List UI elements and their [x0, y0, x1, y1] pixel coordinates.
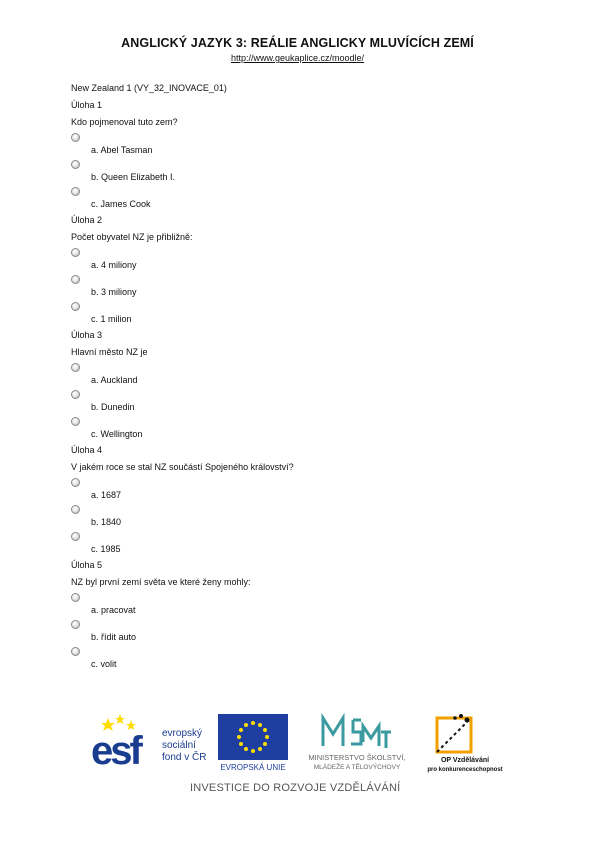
quiz — [71, 82, 551, 674]
option-label: c. Wellington — [91, 429, 143, 439]
question-title: Úloha 3 — [71, 330, 103, 340]
svg-text:esf: esf — [91, 729, 140, 773]
radio-button[interactable] — [71, 647, 80, 656]
question-title: Úloha 2 — [71, 215, 103, 225]
radio-button[interactable] — [71, 302, 80, 311]
answer-option[interactable] — [71, 620, 551, 647]
question-4 — [71, 444, 551, 559]
radio-button[interactable] — [71, 363, 80, 372]
op-vzdelavani-logo — [425, 712, 505, 774]
question-title: Úloha 4 — [71, 445, 103, 455]
radio-button[interactable] — [71, 133, 80, 142]
radio-button[interactable] — [71, 478, 80, 487]
answer-option[interactable] — [71, 275, 551, 302]
op-line2: pro konkurenceschopnost — [427, 767, 503, 773]
answer-option[interactable] — [71, 532, 551, 559]
answer-option[interactable] — [71, 248, 551, 275]
esf-line1: evropský — [162, 728, 203, 739]
question-title: Úloha 5 — [71, 560, 103, 570]
esf-logo — [90, 712, 208, 774]
msmt-line1: MINISTERSTVO ŠKOLSTVÍ, — [308, 753, 406, 762]
page-title: ANGLICKÝ JAZYK 3: REÁLIE ANGLICKY MLUVÍCÍCH ZEMÍ — [121, 36, 474, 50]
question-5 — [71, 559, 551, 674]
answer-option[interactable] — [71, 505, 551, 532]
question-text: Kdo pojmenoval tuto zem? — [71, 117, 178, 127]
radio-button[interactable] — [71, 620, 80, 629]
radio-button[interactable] — [71, 275, 80, 284]
answer-option[interactable] — [71, 187, 551, 214]
radio-button[interactable] — [71, 390, 80, 399]
question-2 — [71, 214, 551, 329]
option-label: b. 3 miliony — [91, 287, 137, 297]
answer-option[interactable] — [71, 133, 551, 160]
msmt-line2: MLÁDEŽE A TĚLOVÝCHOVY — [313, 764, 401, 771]
answer-option[interactable] — [71, 390, 551, 417]
question-text: V jakém roce se stal NZ součástí Spojeného království? — [71, 462, 294, 472]
question-3 — [71, 329, 551, 444]
option-label: a. Abel Tasman — [91, 145, 153, 155]
option-label: a. pracovat — [91, 605, 136, 615]
option-label: a. Auckland — [91, 375, 138, 385]
question-text: NZ byl první zemí světa ve které ženy mohly: — [71, 577, 251, 587]
radio-button[interactable] — [71, 248, 80, 257]
eu-label: EVROPSKÁ UNIE — [220, 763, 286, 772]
moodle-link[interactable]: http://www.geukaplice.cz/moodle/ — [230, 53, 365, 63]
option-label: b. Queen Elizabeth I. — [91, 172, 176, 182]
radio-button[interactable] — [71, 417, 80, 426]
question-1 — [71, 99, 551, 214]
option-label: c. volit — [91, 659, 117, 669]
option-label: c. 1985 — [91, 544, 121, 554]
answer-option[interactable] — [71, 478, 551, 505]
option-label: b. Dunedin — [91, 402, 135, 412]
question-title: Úloha 1 — [71, 100, 103, 110]
radio-button[interactable] — [71, 593, 80, 602]
question-text: Hlavní město NZ je — [71, 347, 148, 357]
quiz-code: New Zealand 1 (VY_32_INOVACE_01) — [71, 83, 227, 93]
radio-button[interactable] — [71, 532, 80, 541]
question-text: Počet obyvatel NZ je přibližně: — [71, 232, 193, 242]
answer-option[interactable] — [71, 417, 551, 444]
radio-button[interactable] — [71, 160, 80, 169]
eu-flag-logo — [218, 714, 288, 772]
option-label: b. řídit auto — [91, 632, 137, 642]
option-label: b. 1840 — [91, 517, 122, 527]
esf-line2: sociální — [162, 740, 196, 751]
answer-option[interactable] — [71, 363, 551, 390]
answer-option[interactable] — [71, 160, 551, 187]
answer-option[interactable] — [71, 302, 551, 329]
op-emblem-icon — [437, 714, 471, 752]
radio-button[interactable] — [71, 187, 80, 196]
option-label: a. 4 miliony — [91, 260, 137, 270]
esf-line3: fond v ČR — [162, 752, 207, 763]
radio-button[interactable] — [71, 505, 80, 514]
answer-option[interactable] — [71, 593, 551, 620]
option-label: c. James Cook — [91, 199, 151, 209]
option-label: a. 1687 — [91, 490, 122, 500]
op-line1: OP Vzdělávání — [440, 757, 490, 764]
footer-tagline: INVESTICE DO ROZVOJE VZDĚLÁVÁNÍ — [190, 782, 401, 794]
msmt-monogram-icon — [323, 718, 391, 748]
funding-logos — [90, 712, 510, 802]
answer-option[interactable] — [71, 647, 551, 674]
msmt-logo — [295, 712, 420, 774]
option-label: c. 1 milion — [91, 314, 132, 324]
